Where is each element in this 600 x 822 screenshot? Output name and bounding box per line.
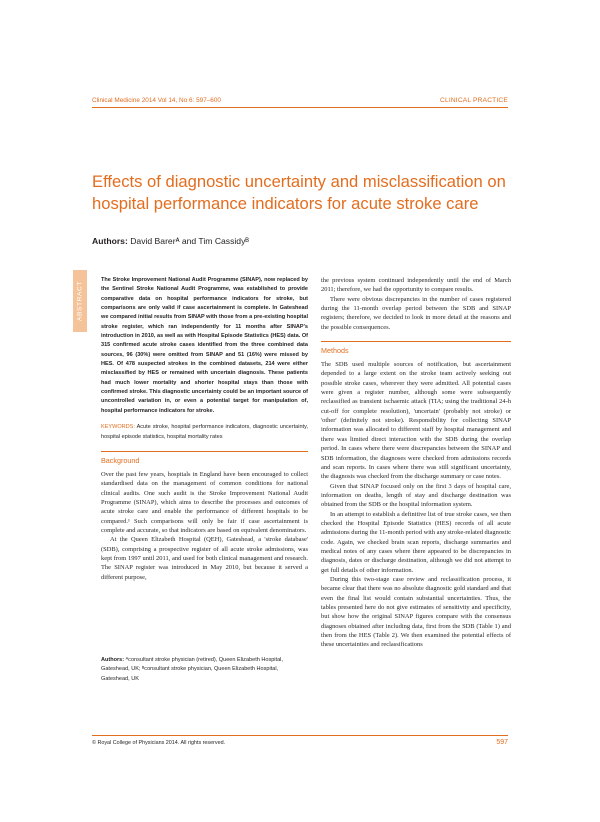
- authors-label: Authors:: [92, 236, 128, 246]
- copyright-notice: © Royal College of Physicians 2014. All rights reserved.: [92, 739, 226, 746]
- page-footer: [92, 735, 508, 746]
- abstract-tab-label: ABSTRACT: [76, 281, 84, 321]
- methods-paragraph-3: In an attempt to establish a definitive list of true stroke cases, we then checked the Hospital Episode Statistics (HES) records of all acute admissions during the 11-month period with any stroke-related diagnostic code. Again, we checked brain scan reports, discharge summaries and medical notes of any cases where there appeared to be discrepancies in diagnosis, dates or discharge destination, although we did not attempt to get full details of other information.: [321, 510, 511, 574]
- intro-continued-paragraph: the previous system continued independently until the end of March 2011; therefore, we had the opportunity to compare results.: [321, 277, 511, 294]
- author-line: [92, 236, 249, 246]
- affiliations-label: Authors:: [101, 657, 125, 663]
- keywords-label: KEYWORDS:: [101, 424, 135, 431]
- left-column: [101, 276, 308, 582]
- background-paragraph-1: Over the past few years, hospitals in England have been encouraged to collect standardised data on the management of common conditions for national clinical audits. One such audit is the Stroke Improvement National Audit Programme (SINAP), which aims to describe the processes and outcomes of acute stroke care and enable the performance of different hospitals to be compared.¹ Such comparisons will only be fair if case ascertainment is complete and accurate, so that indicators are based on equivalent denominators.: [101, 470, 308, 534]
- affiliations-text: ᴬconsultant stroke physician (retired), Queen Elizabeth Hospital, Gateshead, UK; ᴮconsultant stroke physician, Queen Elizabeth Hospital, Gateshead, UK: [101, 657, 283, 682]
- abstract-tab: [73, 270, 87, 332]
- author-affiliations: [101, 656, 306, 684]
- keywords: [101, 423, 308, 442]
- page-number: 597: [496, 739, 508, 746]
- author-names: David Barerᴬ and Tim Cassidyᴮ: [130, 236, 249, 246]
- background-paragraph-2: At the Queen Elizabeth Hospital (QEH), Gateshead, a 'stroke database' (SDB), comprising a prospective register of all acute stroke admissions, was kept from 1997 until 2011, and used for both clinical management and research. The SINAP register was introduced in May 2010, but because it served a different purpose,: [101, 536, 308, 581]
- section-label: CLINICAL PRACTICE: [439, 97, 508, 104]
- methods-paragraph-4: During this two-stage case review and reclassification process, it became clear that there was no absolute diagnostic gold standard and that even the final list would contain substantial uncertainties. Thus, the tables presented here do not give estimates of sensitivity and specificity, but show how the original SINAP figures compare with the consensus diagnoses obtained after including data, first from the SDB (Table 1) and then from the HES (Table 2). We then examined the potential effects of these uncertainties and reclassifications: [321, 575, 511, 649]
- right-column: [321, 276, 511, 650]
- journal-citation: Clinical Medicine 2014 Vol 14, No 6: 597–600: [92, 97, 221, 104]
- methods-heading: Methods: [321, 341, 511, 355]
- methods-paragraph-1: The SDB used multiple sources of notification, but ascertainment depended to a large extent on the stroke team actively seeking out possible stroke cases, wherever they were admitted. All potential cases were given a register number, although some were subsequently reclassified as transient ischaemic attack (TIA; using the traditional 24-h cut-off for complete resolution), 'uncertain' (probably not stroke) or 'other' (definitely not stroke). Responsibility for collecting SINAP information was allocated to different staff by hospital management and there was limited direct interaction with the SDB during the overlap period. In cases where there were discrepancies between the SINAP and SDB information, the diagnoses were checked from admissions records and scan reports. In cases where there was still significant uncertainty, the diagnosis was checked from the discharge summary or case notes.: [321, 361, 511, 481]
- intro-paragraph-2: There were obvious discrepancies in the number of cases registered during the 11-month overlap period between the SDB and SINAP registers; therefore, we decided to look in more detail at the reasons and the possible consequences.: [321, 295, 511, 331]
- methods-paragraph-2: Given that SINAP focused only on the first 3 days of hospital care, information on deaths, length of stay and discharge destination was obtained from the SDB or the hospital information system.: [321, 482, 511, 509]
- running-head: [92, 97, 508, 108]
- abstract-text: The Stroke Improvement National Audit Programme (SINAP), now replaced by the Sentinel Stroke National Audit Programme, was established to provide comparative data on hospital performance indicators for stroke, but comparisons are only valid if case ascertainment is complete. In Gateshead we compared initial results from SINAP with those from a pre-existing hospital stroke register, which ran independently for 11 months after SINAP's introduction in 2010, as well as with Hospital Episode Statistics (HES) data. Of 315 confirmed acute stroke cases identified from the three combined data sources, 96 (30%) were omitted from SINAP and 51 (16%) were missed by HES. Of 478 suspected strokes in the combined datasets, 214 were either misclassified by HES or remained with uncertain diagnosis. These patients had much lower mortality and shorter hospital stays than those with confirmed stroke. This diagnostic uncertainty could be an important source of uncontrolled variation in, or even a potential target for manipulation of, hospital performance indicators for stroke.: [101, 277, 308, 414]
- background-heading: Background: [101, 451, 308, 465]
- keywords-list: Acute stroke, hospital performance indicators, diagnostic uncertainty, hospital episode statistics, hospital mortality rates: [101, 424, 308, 440]
- article-title: Effects of diagnostic uncertainty and misclassification on hospital performance indicators for acute stroke care: [92, 172, 506, 213]
